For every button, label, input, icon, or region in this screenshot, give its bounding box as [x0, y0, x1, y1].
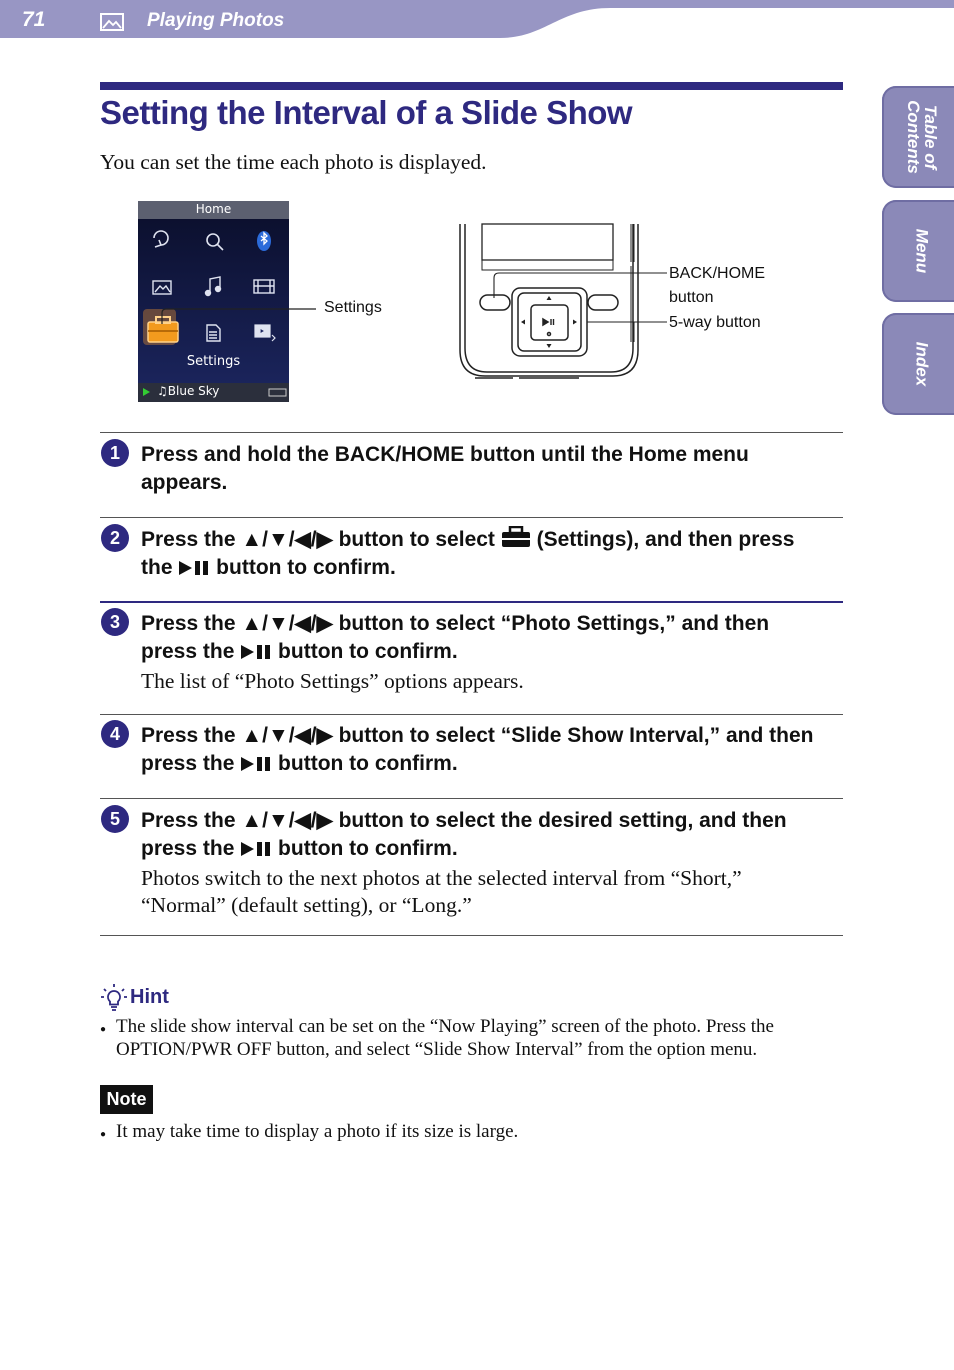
note-label: Note: [100, 1085, 153, 1114]
step-5-text: Press the ▲/▼/◀/▶ button to select the desired setting, and then press the button to confirm.: [141, 809, 787, 860]
photo-icon: [100, 13, 124, 31]
intro-text: You can set the time each photo is displayed.: [100, 150, 487, 174]
section-title: Playing Photos: [147, 10, 285, 31]
selected-item-label: Settings: [186, 354, 241, 369]
note-text: ● It may take time to display a photo if its size is large.: [100, 1120, 846, 1143]
play-pause-icon: [240, 756, 272, 772]
hint-label: Hint: [130, 986, 169, 1008]
device-figure: [455, 222, 670, 382]
step-divider: [100, 935, 843, 936]
step-2-text: Press the ▲/▼/◀/▶ button to select (Settings), and then press the button to confirm.: [141, 528, 795, 579]
now-playing-text: ♫Blue Sky: [157, 384, 220, 398]
search-icon: [207, 234, 223, 250]
step-number: 1: [101, 439, 129, 467]
header-band: [0, 0, 954, 40]
step-number: 5: [101, 805, 129, 833]
tab-index[interactable]: Index: [882, 313, 954, 415]
settings-callout-line: [150, 300, 320, 330]
callout-back-home: BACK/HOME button: [669, 265, 766, 306]
step-number: 4: [101, 720, 129, 748]
bluetooth-icon: [257, 231, 271, 251]
repeat-icon: [154, 231, 168, 247]
step-divider: [100, 517, 843, 518]
tab-table-of-contents[interactable]: Table of Contents: [882, 86, 954, 188]
callout-five-way: 5-way button: [669, 314, 761, 331]
step-1-text: Press and hold the BACK/HOME button until the Home menu appears.: [141, 443, 749, 494]
step-number: 3: [101, 608, 129, 636]
step-number: 2: [101, 524, 129, 552]
step-divider: [100, 714, 843, 715]
title-rule: [100, 82, 843, 90]
step-3-result: The list of “Photo Settings” options appears.: [141, 669, 524, 693]
photo-icon: [153, 281, 171, 294]
settings-toolbox-icon: [501, 526, 531, 548]
battery-icon: [269, 389, 286, 396]
page-number: 71: [22, 8, 46, 31]
music-note-icon: [206, 277, 221, 296]
page-title: Setting the Interval of a Slide Show: [100, 94, 633, 131]
play-pause-icon: [240, 644, 272, 660]
lightbulb-icon: [100, 983, 128, 1013]
play-triangle-icon: [143, 388, 150, 396]
video-icon: [254, 280, 274, 293]
screen-title: Home: [195, 202, 232, 216]
hint-text: ● The slide show interval can be set on the “Now Playing” screen of the photo. Press the OPTION/PWR OFF button, and select “Slide Show Interval” from the option menu.: [100, 1015, 846, 1061]
step-divider: [100, 601, 843, 603]
play-pause-icon: [240, 841, 272, 857]
play-pause-icon: [178, 560, 210, 576]
step-4-text: Press the ▲/▼/◀/▶ button to select “Slide Show Interval,” and then press the button to confirm.: [141, 724, 814, 775]
step-3-text: Press the ▲/▼/◀/▶ button to select “Photo Settings,” and then press the button to confirm.: [141, 612, 770, 663]
step-divider: [100, 432, 843, 433]
step-5-result: Photos switch to the next photos at the selected interval from “Short,” “Normal” (default setting), or “Long.”: [141, 866, 742, 917]
step-divider: [100, 798, 843, 799]
tab-menu[interactable]: Menu: [882, 200, 954, 302]
callout-settings: Settings: [324, 299, 382, 316]
